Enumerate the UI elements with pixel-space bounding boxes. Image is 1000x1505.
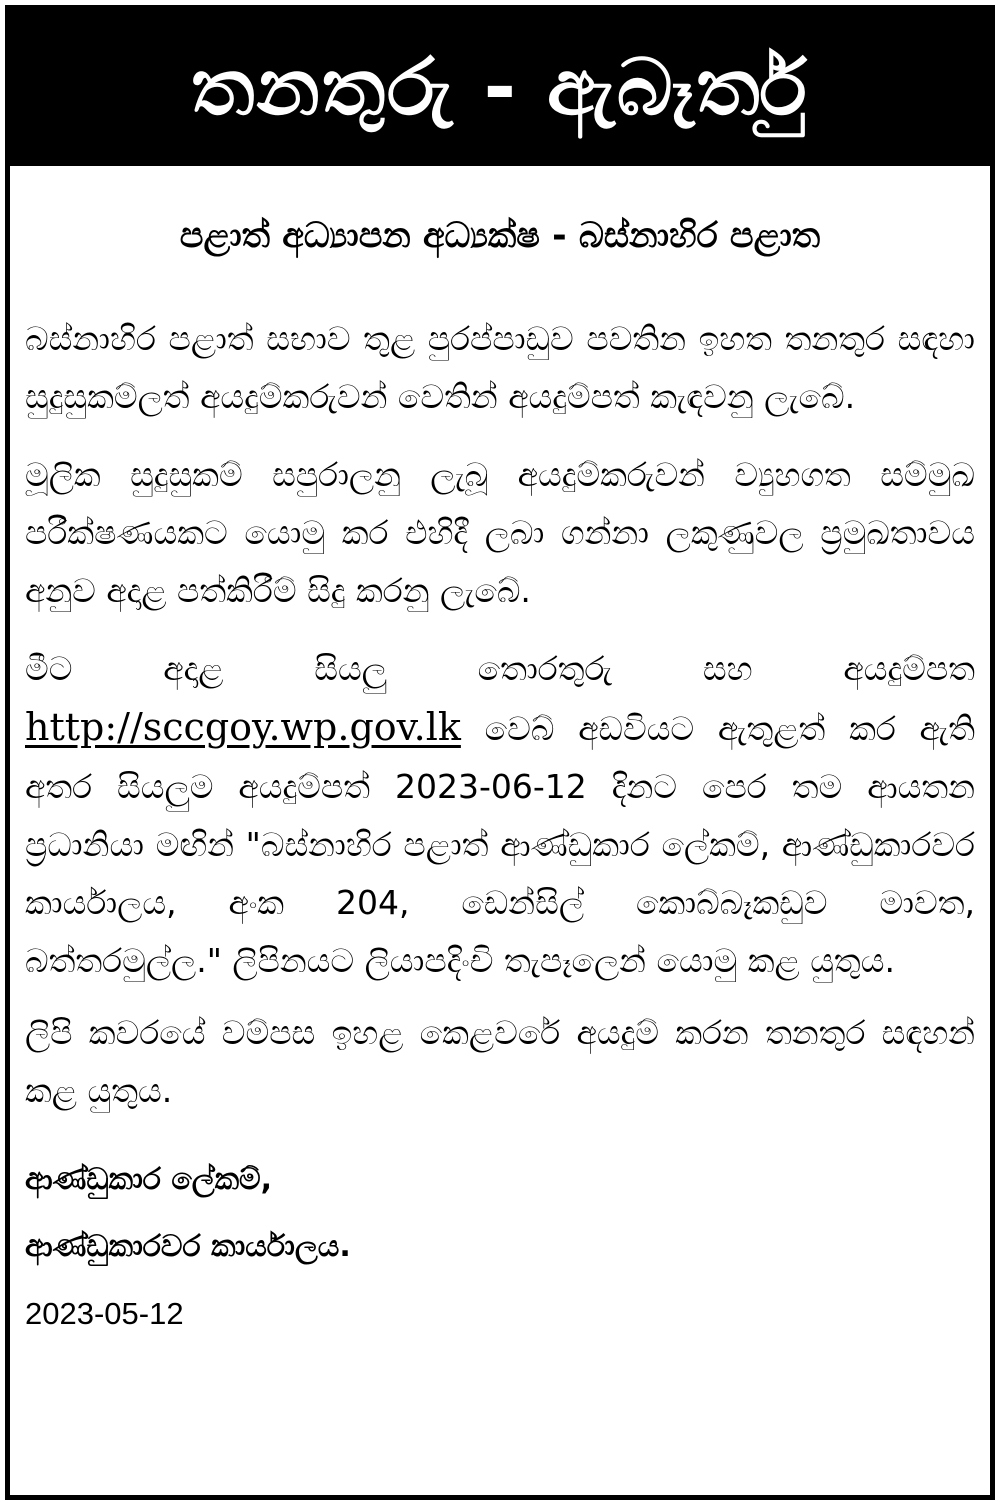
paragraph-application-lead: මීට අදාළ සියලු තොරතුරු සහ අයදුම්පත: [25, 649, 975, 688]
position-title: පළාත් අධ්‍යාපන අධ්‍යක්ෂ - බස්නාහිර පළාත: [179, 216, 821, 256]
vacancy-notice: [5, 5, 995, 1500]
website-link[interactable]: http://sccgoy.wp.gov.lk: [25, 705, 461, 749]
banner-title: තනතුරු - ඇබෑර්තු: [191, 42, 809, 133]
paragraph-intro: බස්නාහිර පළාත් සභාව තුළ පුරප්පාඩුව පවතින ඉහත තනතුර සඳහා සුදුසුකම්ලත් අයදුම්කරුවන් වෙතින් අයදුම්පත් කැඳවනු ලැබේ.: [25, 319, 975, 416]
header-banner: [10, 10, 990, 166]
paragraph-selection: මූලික සුදුසුකම් සපුරාලනු ලැබූ අයදුම්කරුවන් ව්‍යුහගත සම්මුඛ පරීක්ෂණයකට යොමු කර එහිදී ලබා ගන්නා ලකුණුවල ප්‍රමුඛතාවය අනුව අදාළ පත්කිරීම් සිදු කරනු ලැබේ.: [25, 455, 975, 610]
paragraph-application-rest: වෙබ් අඩවියට ඇතුළත් කර ඇති අතර සියලුම අයදුම්පත් 2023-06-12 දිනට පෙර තම ආයතන ප්‍රධානියා මඟින් "බස්නාහිර පළාත් ආණ්ඩුකාර ලේකම්, ආණ්ඩුකාරවර කාර්යාලය, අංක 204, ඩෙන්සිල් කොබ්බෑකඩුව මාවත, බත්තරමුල්ල." ලිපිනයට ලියාපදිංචි තැපෑලෙන් යොමු කළ යුතුය.: [25, 709, 975, 980]
notice-body: [25, 166, 975, 1495]
signatory-title: ආණ්ඩුකාර ලේකම්,: [25, 1162, 273, 1197]
paragraph-application: [25, 640, 975, 990]
signatory-office: ආණ්ඩුකාරවර කාර්යාලය.: [25, 1229, 351, 1264]
notice-date: 2023-05-12: [25, 1296, 184, 1331]
paragraph-envelope: ලිපි කවරයේ වම්පස ඉහළ කෙළවරේ අයදුම් කරන තනතුර සඳහන් කළ යුතුය.: [25, 1013, 975, 1110]
